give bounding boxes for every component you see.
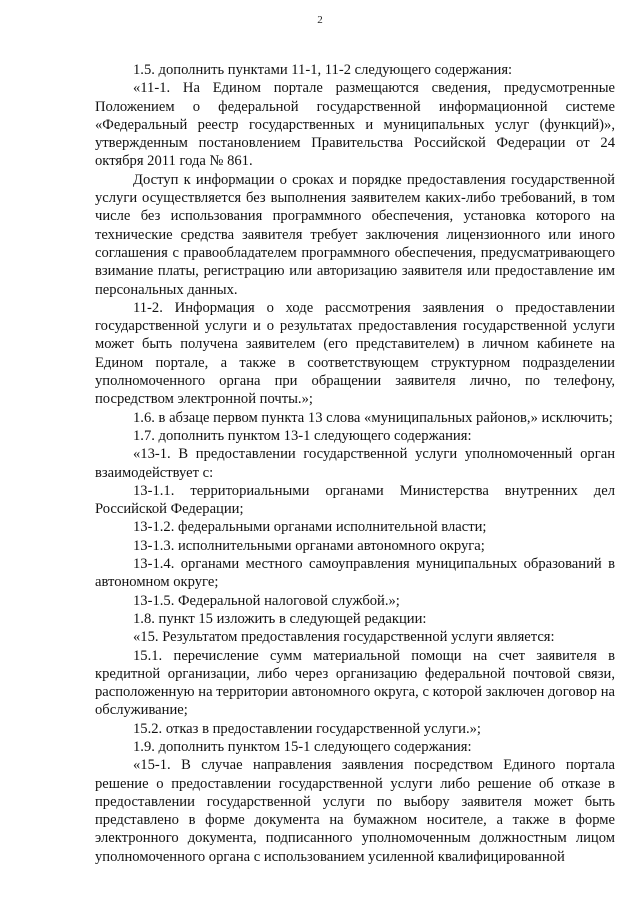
- paragraph: Доступ к информации о сроках и порядке предоставления государственной услуги осуществляется без выполнения заявителем каких-либо требований, в том числе без использования программного обеспечения, установка которого на технические средства заявителя требует заключения лицензионного или иного соглашения с правообладателем программного обеспечения, предусматривающего взимание платы, регистрацию или авторизацию заявителя или предоставление им персональных данных.: [95, 171, 615, 298]
- paragraph: 15.1. перечисление сумм материальной помощи на счет заявителя в кредитной организации, либо через организацию федеральной почтовой связи, расположенную на территории автономного округа, с которой заключен договор на обслуживание;: [95, 647, 615, 719]
- paragraph: 1.7. дополнить пунктом 13-1 следующего содержания:: [133, 427, 472, 444]
- paragraph: 13-1.1. территориальными органами Министерства внутренних дел Российской Федерации;: [95, 482, 615, 518]
- paragraph: 13-1.2. федеральными органами исполнительной власти;: [133, 519, 487, 536]
- paragraph: «13-1. В предоставлении государственной услуги уполномоченный орган взаимодействует с:: [95, 446, 615, 481]
- paragraph: «11-1. На Едином портале размещаются сведения, предусмотренные Положением о федеральной государственной информационной системе «Федеральный реестр государственных и муниципальных услуг (функций)», утвержденным постановлением Правительства Российской Федерации от 24 октября 2011 года № 861.: [95, 80, 615, 170]
- paragraph: «15. Результатом предоставления государственной услуги является:: [133, 629, 555, 646]
- paragraph: 1.5. дополнить пунктами 11-1, 11-2 следующего содержания:: [133, 62, 513, 78]
- paragraph: 13-1.3. исполнительными органами автономного округа;: [133, 537, 485, 554]
- paragraph: 11-2. Информация о ходе рассмотрения заявления о предоставлении государственной услуги и о результатах предоставления государственной услуги может быть получена заявителем (его представителем) в личном кабинете на Едином портале, а также в соответствующем структурном подразделении уполномоченного органа при обращении заявителя лично, по телефону, посредством электронной почты.»;: [95, 299, 615, 408]
- paragraph: «15-1. В случае направления заявления посредством Единого портала решение о предоставлении государственной услуги либо решение об отказе в предоставлении государственной услуги по выбору заявителя может быть представлено в форме документа на бумажном носителе, а также в форме электронного документа, подписанного уполномоченным должностным лицом уполномоченного органа с использованием усиленной квалифицированной: [95, 757, 615, 865]
- document-body: [95, 61, 615, 866]
- paragraph: 1.8. пункт 15 изложить в следующей редакции:: [133, 610, 427, 627]
- page-number: 2: [317, 14, 323, 26]
- paragraph: 15.2. отказ в предоставлении государственной услуги.»;: [133, 720, 481, 737]
- paragraph: 13-1.5. Федеральной налоговой службой.»;: [133, 592, 400, 609]
- paragraph: 1.6. в абзаце первом пункта 13 слова «муниципальных районов,» исключить;: [133, 409, 613, 426]
- paragraph: 1.9. дополнить пунктом 15-1 следующего содержания:: [133, 738, 472, 755]
- paragraph: 13-1.4. органами местного самоуправления муниципальных образований в автономном округе;: [95, 556, 615, 591]
